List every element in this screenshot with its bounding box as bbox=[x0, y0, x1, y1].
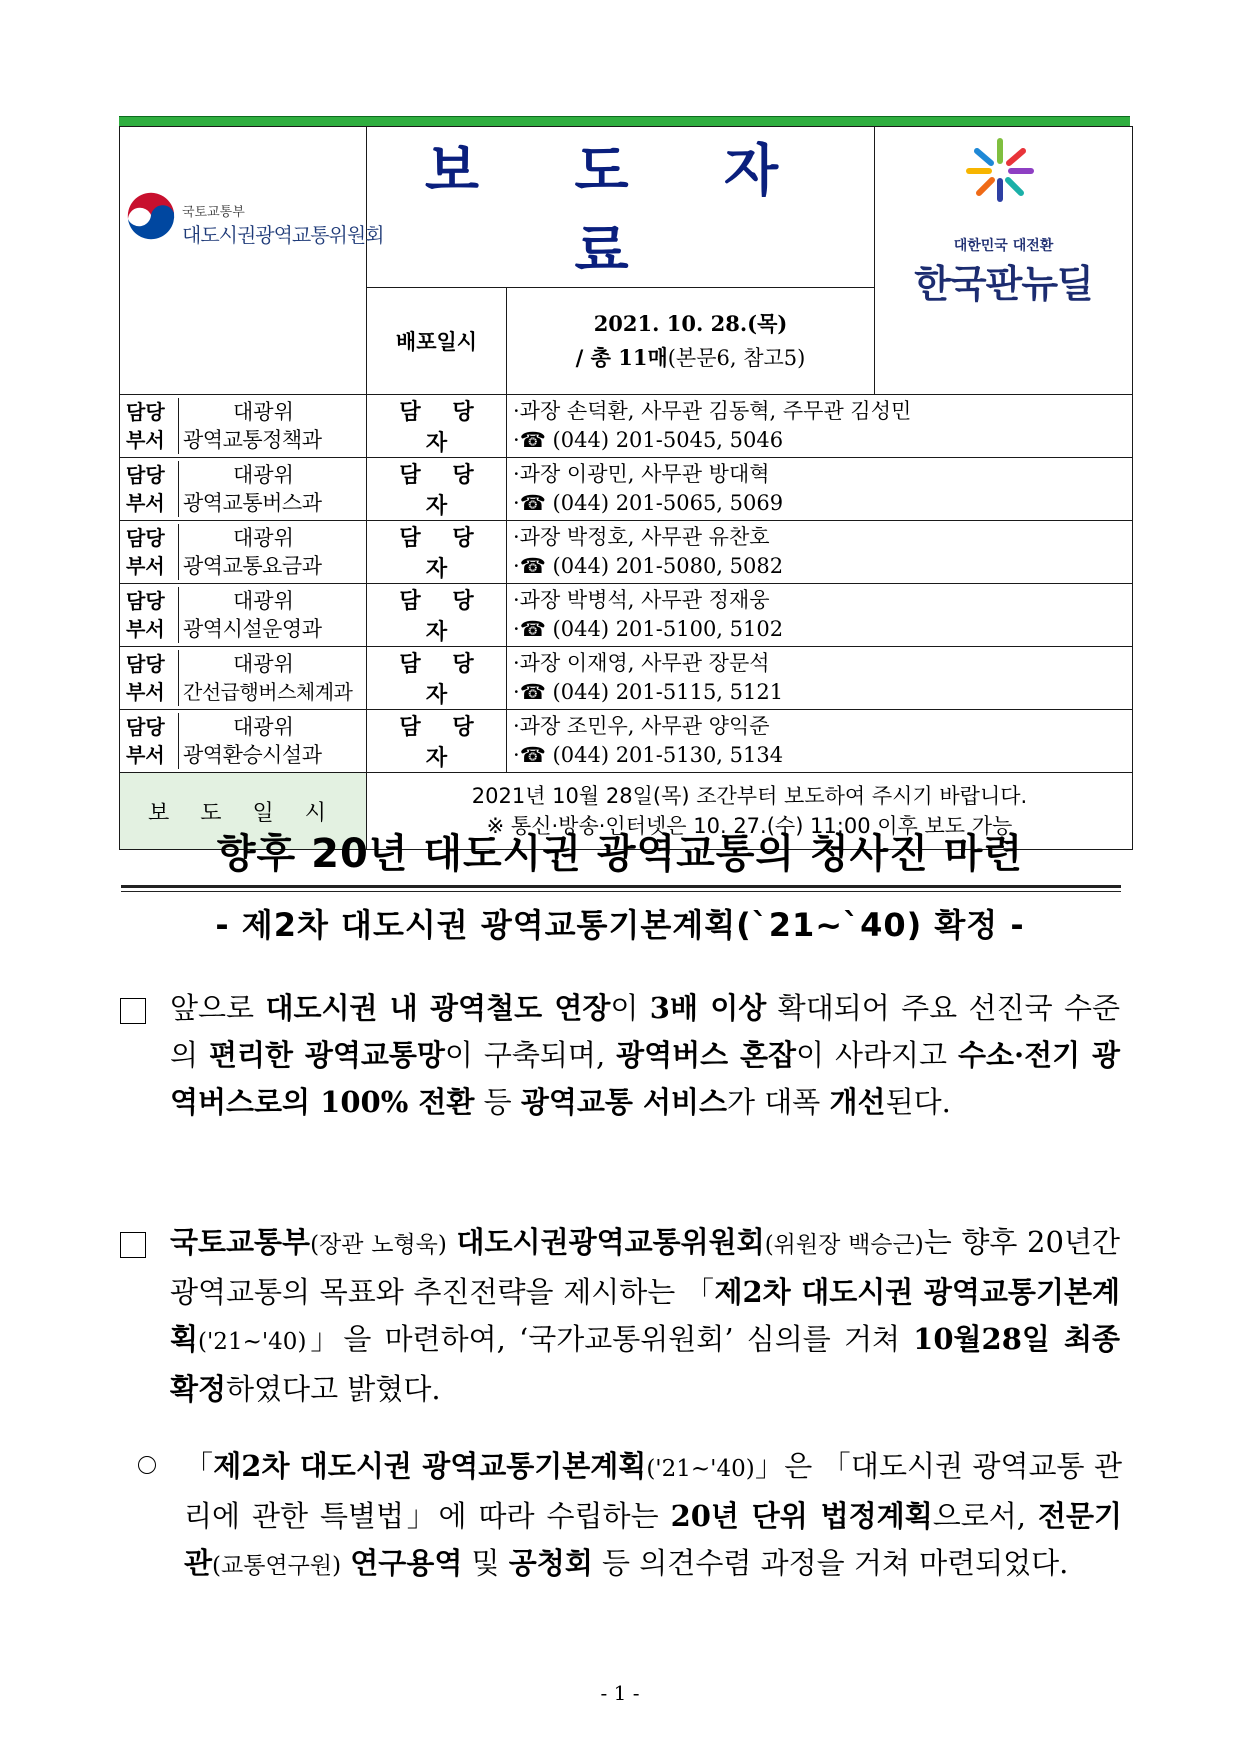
charge-label: 담 당 자 bbox=[367, 647, 507, 710]
ministry-logo-cell bbox=[120, 127, 384, 395]
press-release-title: 보 도 자 료 bbox=[367, 127, 875, 288]
dept-org: 대광위 bbox=[233, 589, 294, 613]
new-deal-logo-cell bbox=[875, 127, 1133, 395]
contact-row: 담당 부서 대광위 광역교통버스과 담 당 자 ·과장 이광민, 사무관 방대혁 ·☎ (044) 201-5065, 5069 bbox=[120, 458, 1133, 521]
distribution-date bbox=[507, 288, 875, 395]
press-date-line1: 2021년 10월 28일(목) 조간부터 보도하여 주시기 바랍니다. bbox=[471, 784, 1028, 808]
dept-label-bottom: 부서 bbox=[126, 428, 165, 452]
dept-org: 대광위 bbox=[233, 652, 294, 676]
contact-phone: (044) 201-5100, 5102 bbox=[552, 617, 784, 641]
dept-label-top: 담당 bbox=[126, 400, 165, 424]
paragraph-2: 국토교통부(장관 노형욱) 대도시권광역교통위원회(위원장 백승근)는 향후 20년간 광역교통의 목표와 추진전략을 제시하는 「제2차 대도시권 광역교통기본계획('21~'40)」을 마련하여, ‘국가교통위원회’ 심의를 거쳐 10월28일 최종 확정하였다고 밝혔다. bbox=[120, 1219, 1120, 1413]
contact-people: ·과장 박병석, 사무관 정재웅 bbox=[513, 588, 770, 612]
contact-phone: (044) 201-5080, 5082 bbox=[552, 554, 784, 578]
paragraph-3: 「제2차 대도시권 광역교통기본계획('21~'40)」은 「대도시권 광역교통 관리에 관한 특별법」에 따라 수립하는 20년 단위 법정계획으로서, 전문기관(교통연구원) 연구용역 및 공청회 등 의견수렴 과정을 거쳐 마련되었다. bbox=[138, 1443, 1122, 1590]
circle-bullet-icon bbox=[138, 1456, 156, 1474]
committee-name: 대도시권광역교통위원회 bbox=[182, 223, 384, 247]
dept-label-top: 담당 bbox=[126, 715, 165, 739]
contact-people: ·과장 손덕환, 사무관 김동혁, 주무관 김성민 bbox=[513, 399, 912, 423]
contact-row: 담당 부서 대광위 광역교통정책과 담 당 자 ·과장 손덕환, 사무관 김동혁, 주무관 김성민 ·☎ (044) 201-5045, 5046 bbox=[120, 395, 1133, 458]
ministry-name: 국토교통부 bbox=[182, 205, 245, 220]
press-date-label: 보 도 일 시 bbox=[120, 773, 367, 850]
dept-name: 광역시설운영과 bbox=[183, 617, 322, 641]
paragraph-1: 앞으로 대도시권 내 광역철도 연장이 3배 이상 확대되어 주요 선진국 수준의 편리한 광역교통망이 구축되며, 광역버스 혼잡이 사라지고 수소·전기 광역버스로의 100% 전환 등 광역교통 서비스가 대폭 개선된다. bbox=[120, 985, 1120, 1126]
new-deal-burst-icon bbox=[965, 137, 1035, 203]
dept-label-top: 담당 bbox=[126, 589, 165, 613]
distribution-label: 배포일시 bbox=[367, 288, 507, 395]
dept-label-top: 담당 bbox=[126, 463, 165, 487]
dept-org: 대광위 bbox=[233, 526, 294, 550]
headline-divider bbox=[121, 885, 1121, 888]
dept-name: 광역교통버스과 bbox=[183, 491, 322, 515]
charge-label: 담 당 자 bbox=[367, 521, 507, 584]
contact-row: 담당 부서 대광위 광역교통요금과 담 당 자 ·과장 박정호, 사무관 유찬호 ·☎ (044) 201-5080, 5082 bbox=[120, 521, 1133, 584]
headline: 향후 20년 대도시권 광역교통의 청사진 마련 bbox=[216, 831, 1024, 877]
page-number: - 1 - bbox=[600, 1681, 640, 1705]
dept-label-top: 담당 bbox=[126, 526, 165, 550]
phone-icon: ☎ bbox=[519, 680, 546, 704]
contact-people: ·과장 박정호, 사무관 유찬호 bbox=[513, 525, 770, 549]
new-deal-title: 한국판뉴딜 bbox=[914, 262, 1093, 306]
checkbox-bullet-icon bbox=[120, 998, 146, 1024]
dept-name: 광역교통요금과 bbox=[183, 554, 322, 578]
dept-org: 대광위 bbox=[233, 400, 294, 424]
dept-name: 광역환승시설과 bbox=[183, 743, 322, 767]
dept-org: 대광위 bbox=[233, 463, 294, 487]
contact-row: 담당 부서 대광위 광역시설운영과 담 당 자 ·과장 박병석, 사무관 정재웅 ·☎ (044) 201-5100, 5102 bbox=[120, 584, 1133, 647]
headline-divider-thin bbox=[121, 891, 1121, 892]
phone-icon: ☎ bbox=[519, 428, 546, 452]
contact-phone: (044) 201-5045, 5046 bbox=[552, 428, 784, 452]
subheadline: - 제2차 대도시권 광역교통기본계획(`21~`40) 확정 - bbox=[215, 906, 1025, 944]
contact-row: 담당 부서 대광위 간선급행버스체계과 담 당 자 ·과장 이재영, 사무관 장문석 ·☎ (044) 201-5115, 5121 bbox=[120, 647, 1133, 710]
contact-people: ·과장 이재영, 사무관 장문석 bbox=[513, 651, 770, 675]
phone-icon: ☎ bbox=[519, 554, 546, 578]
contact-people: ·과장 조민우, 사무관 양익준 bbox=[513, 714, 770, 738]
charge-label: 담 당 자 bbox=[367, 584, 507, 647]
dept-label-top: 담당 bbox=[126, 652, 165, 676]
press-date-line2: ※ 통신·방송·인터넷은 10. 27.(수) 11:00 이후 보도 가능 bbox=[486, 814, 1013, 838]
checkbox-bullet-icon bbox=[120, 1232, 146, 1258]
distribution-date-line1: 2021. 10. 28.(목) bbox=[593, 311, 788, 336]
dept-label-bottom: 부서 bbox=[126, 743, 165, 767]
dept-name: 간선급행버스체계과 bbox=[183, 680, 353, 704]
dept-name: 광역교통정책과 bbox=[183, 428, 322, 452]
phone-icon: ☎ bbox=[519, 617, 546, 641]
contact-row: 담당 부서 대광위 광역환승시설과 담 당 자 ·과장 조민우, 사무관 양익준 ·☎ (044) 201-5130, 5134 bbox=[120, 710, 1133, 773]
taegeuk-logo-icon bbox=[124, 189, 178, 243]
contact-people: ·과장 이광민, 사무관 방대혁 bbox=[513, 462, 770, 486]
page-count-detail: (본문6, 참고5) bbox=[667, 346, 806, 370]
press-release-header-table bbox=[119, 126, 1133, 850]
charge-label: 담 당 자 bbox=[367, 710, 507, 773]
dept-label-bottom: 부서 bbox=[126, 680, 165, 704]
charge-label: 담 당 자 bbox=[367, 395, 507, 458]
dept-label-bottom: 부서 bbox=[126, 491, 165, 515]
dept-label-bottom: 부서 bbox=[126, 617, 165, 641]
contact-phone: (044) 201-5065, 5069 bbox=[552, 491, 784, 515]
dept-label-bottom: 부서 bbox=[126, 554, 165, 578]
new-deal-subtitle: 대한민국 대전환 bbox=[953, 238, 1054, 254]
contact-phone: (044) 201-5130, 5134 bbox=[552, 743, 784, 767]
phone-icon: ☎ bbox=[519, 743, 546, 767]
dept-org: 대광위 bbox=[233, 715, 294, 739]
contact-phone: (044) 201-5115, 5121 bbox=[552, 680, 784, 704]
phone-icon: ☎ bbox=[519, 491, 546, 515]
charge-label: 담 당 자 bbox=[367, 458, 507, 521]
page-count: / 총 11매 bbox=[575, 345, 668, 370]
